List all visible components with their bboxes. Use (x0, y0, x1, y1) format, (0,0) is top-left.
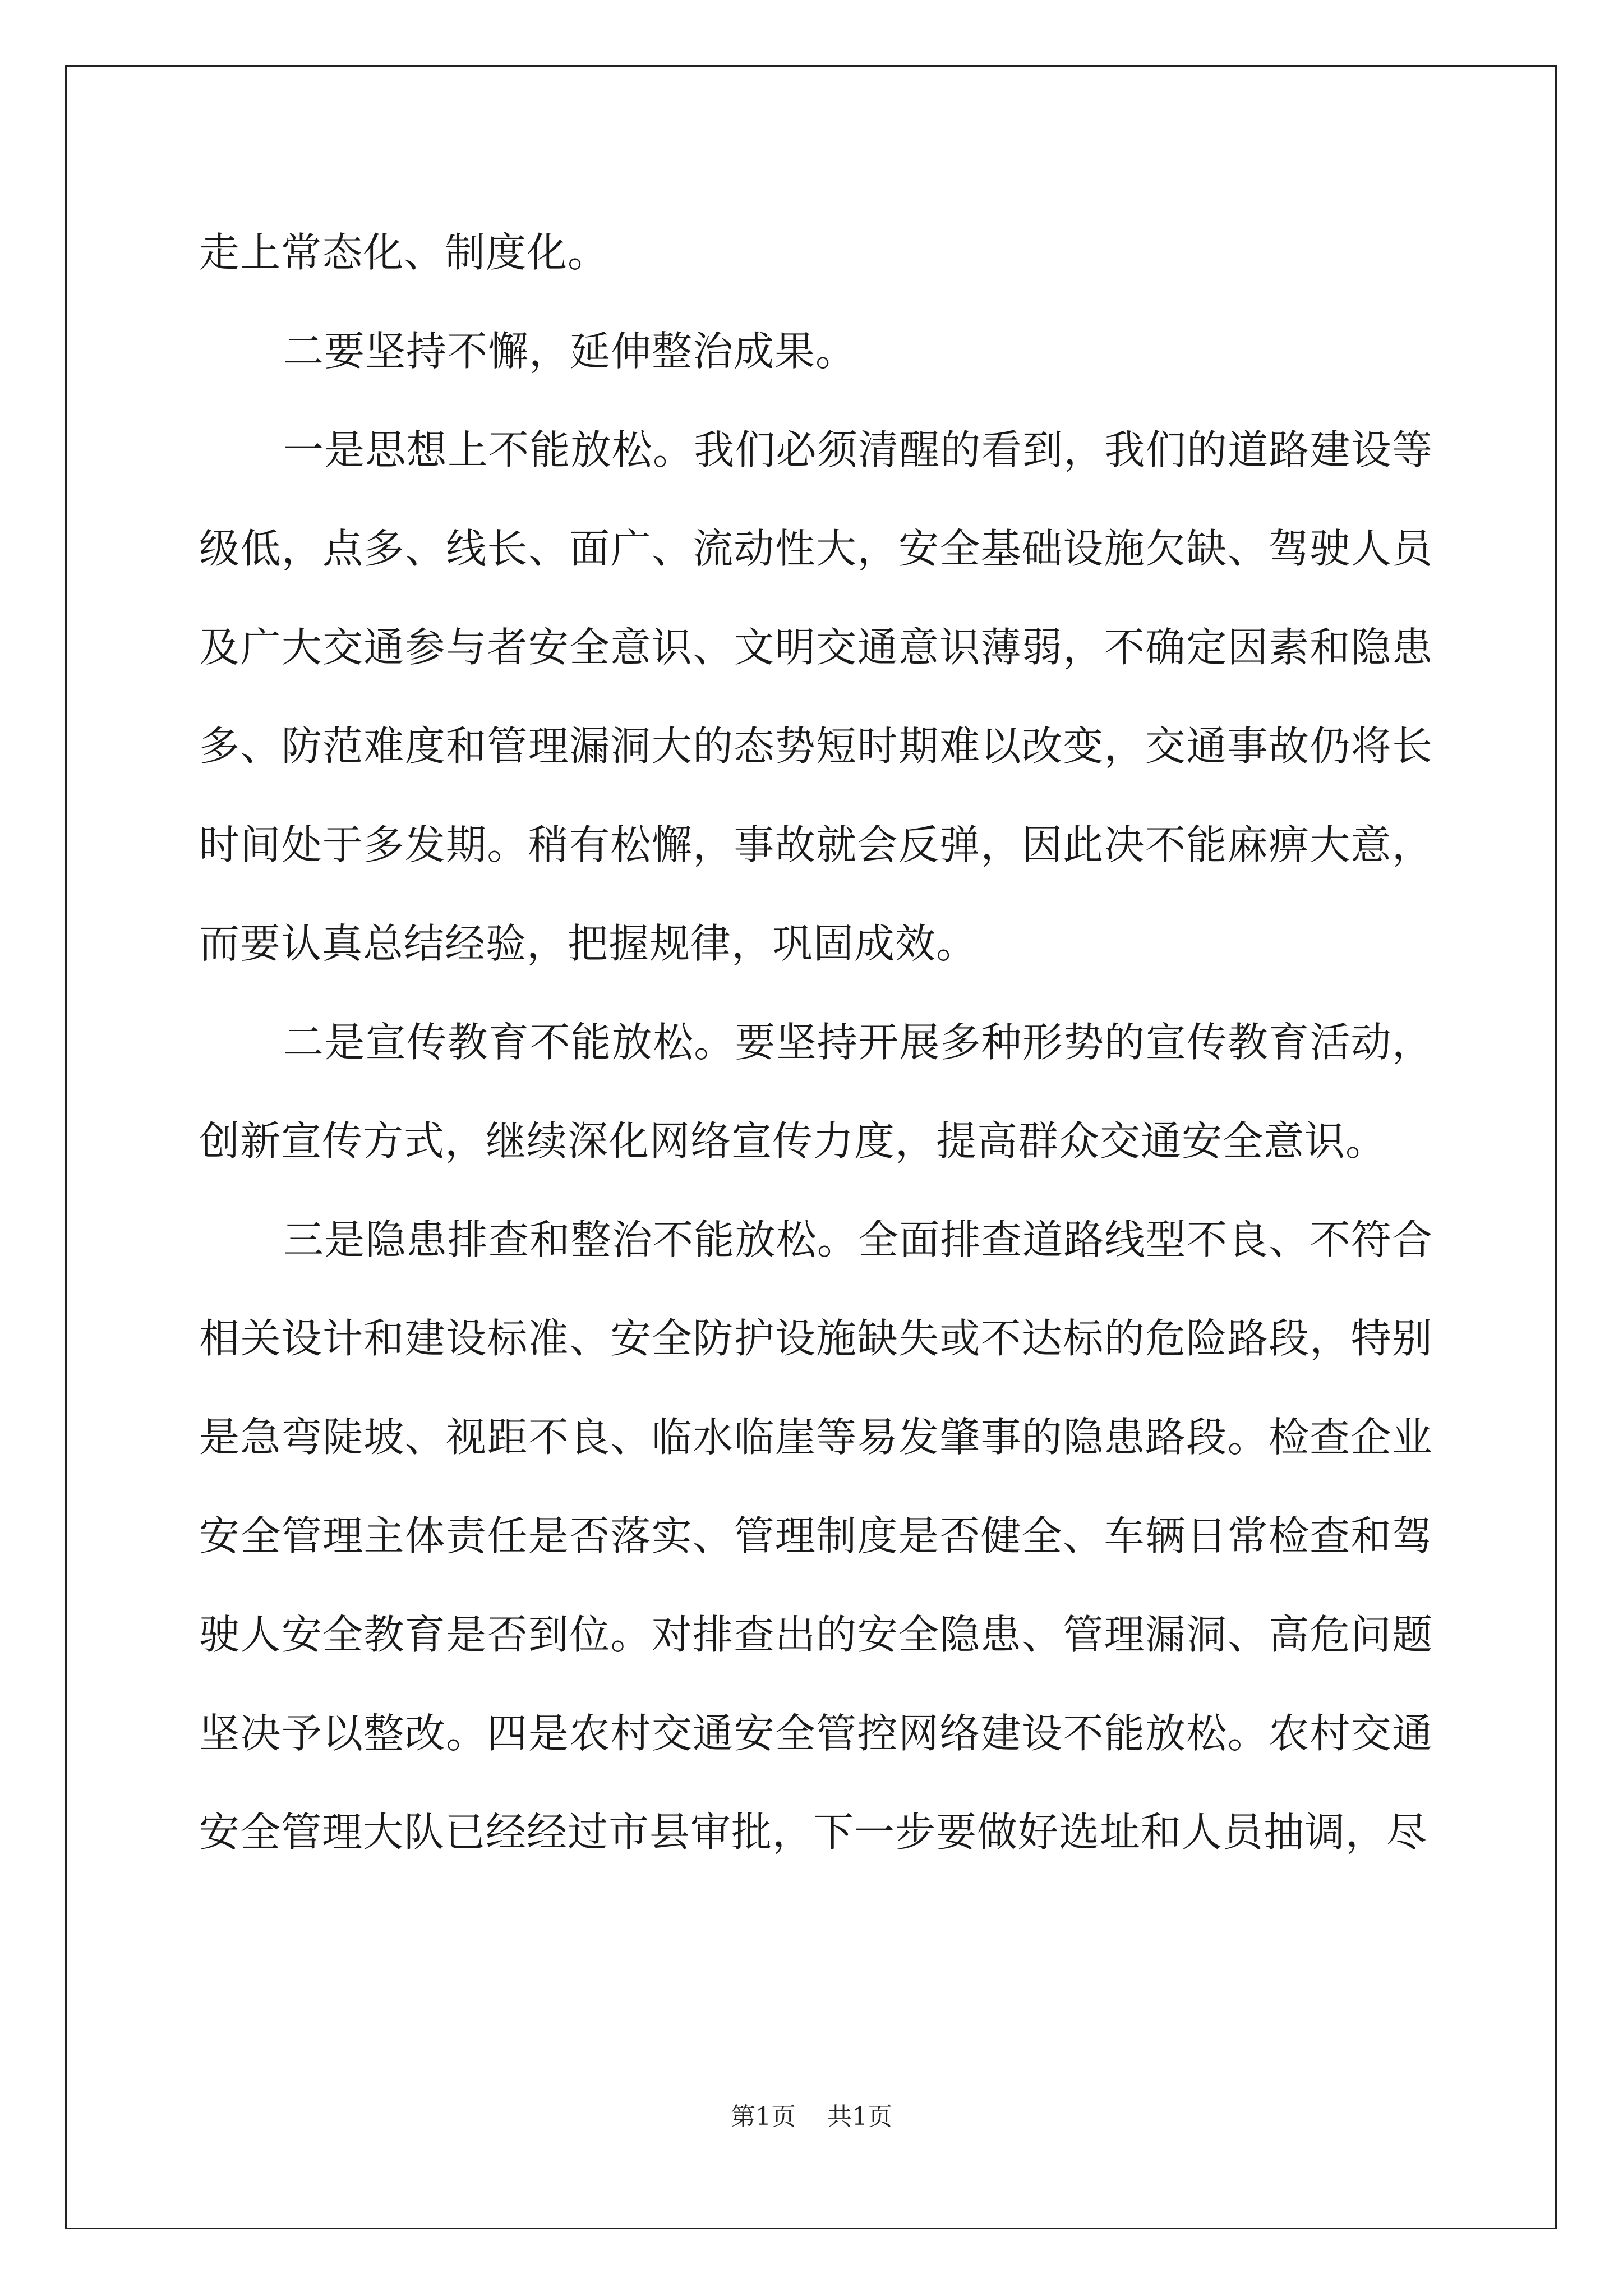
page-number: 第1页 (731, 2102, 796, 2131)
page-footer (0, 2100, 1623, 2134)
document-body (199, 203, 1433, 1881)
paragraph-3: 一是思想上不能放松。我们必须清醒的看到，我们的道路建设等级低，点多、线长、面广、流动性大，安全基础设施欠缺、驾驶人员及广大交通参与者安全意识、文明交通意识薄弱，不确定因素和隐患多、防范难度和管理漏洞大的态势短时期难以改变，交通事故仍将长时间处于多发期。稍有松懈，事故就会反弹，因此决不能麻痹大意，而要认真总结经验，把握规律，巩固成效。 (199, 426, 1433, 967)
page-total: 共1页 (827, 2102, 892, 2131)
paragraph-4: 二是宣传教育不能放松。要坚持开展多种形势的宣传教育活动，创新宣传方式，继续深化网络宣传力度，提高群众交通安全意识。 (199, 1019, 1433, 1165)
paragraph-5: 三是隐患排查和整治不能放松。全面排查道路线型不良、不符合相关设计和建设标准、安全防护设施缺失或不达标的危险路段，特别是急弯陡坡、视距不良、临水临崖等易发肇事的隐患路段。检查企业安全管理主体责任是否落实、管理制度是否健全、车辆日常检查和驾驶人安全教育是否到位。对排查出的安全隐患、管理漏洞、高危问题坚决予以整改。四是农村交通安全管控网络建设不能放松。农村交通安全管理大队已经经过市县审批，下一步要做好选址和人员抽调，尽 (199, 1216, 1433, 1856)
paragraph-1: 走上常态化、制度化。 (199, 229, 609, 276)
paragraph-2: 二要坚持不懈，延伸整治成果。 (283, 328, 857, 375)
